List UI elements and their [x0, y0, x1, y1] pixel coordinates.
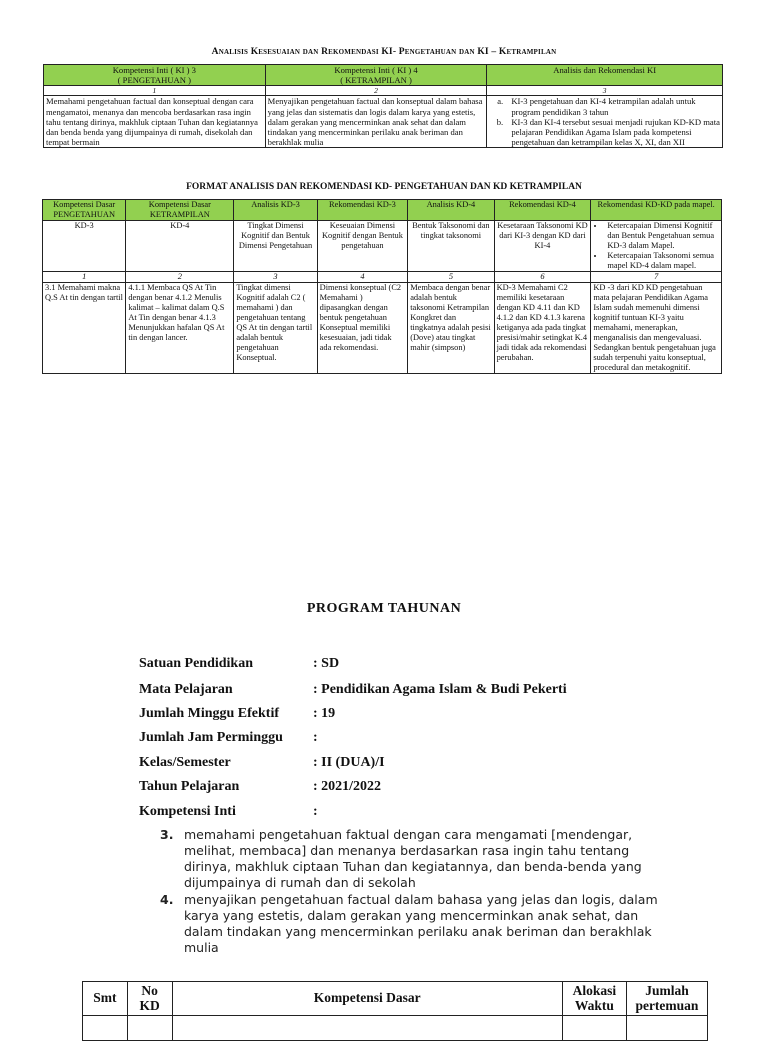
program-cell [562, 1016, 626, 1041]
kd-header: Rekomendasi KD-KD pada mapel. [591, 200, 722, 221]
info-label: Jumlah Jam Perminggu [139, 730, 283, 745]
program-cell [127, 1016, 172, 1041]
info-value: : [313, 804, 318, 819]
kd-cell: KD -3 dari KD KD pengetahuan mata pelajaran Pendidikan Agama Islam sudah memenuhi dimensi kognitif tuntuan KI-3 yaitu memahami, menerapkan, menganalisis dan mengevaluasi. Sedangkan bentuk pengetahuan juga sudah terpenuhi yaitu konseptual, procedural dan metakognitif. [591, 283, 722, 374]
kd-number-row [43, 272, 722, 283]
ki-item [160, 892, 680, 956]
column-number: 1 [43, 272, 126, 283]
ki3-header: Kompetensi Inti ( KI ) 3 ( PENGETAHUAN ) [44, 65, 266, 86]
kd-content-row [43, 283, 722, 374]
kd-subheader: KD-4 [126, 221, 234, 272]
kd-header: Analisis KD-4 [408, 200, 494, 221]
kd-subheader: Kesetaraan Taksonomi KD dari KI-3 dengan KD dari KI-4 [494, 221, 591, 272]
program-header: Smt [83, 982, 128, 1016]
kd-subheader-row [43, 221, 722, 272]
column-number: 3 [487, 86, 723, 96]
column-number: 5 [408, 272, 494, 283]
info-label: Kompetensi Inti [139, 804, 236, 819]
kd-cell: KD-3 Memahami C2 memiliki kesetaraan dengan KD 4.11 dan KD 4.1.2 dan KD 4.1.3 karena ketiganya ada pada tingkat presisi/mahir setingkat K.4 jadi tidak ada rekomendasi perubahan. [494, 283, 591, 374]
kd-header: Rekomendasi KD-4 [494, 200, 591, 221]
kd-subheader: KD-3 [43, 221, 126, 272]
column-number: 2 [265, 86, 487, 96]
ki-header-row [44, 65, 723, 86]
info-label: Kelas/Semester [139, 755, 231, 770]
program-cell [172, 1016, 562, 1041]
ki-text: menyajikan pengetahuan factual dalam bahasa yang jelas dan logis, dalam karya yang estetis, dalam gerakan yang mencerminkan anak sehat, dan dalam tindakan yang mencerminkan perilaku anak beriman dan berakhlak mulia [184, 892, 658, 955]
ki-content-row [44, 96, 723, 148]
program-header: Alokasi Waktu [562, 982, 626, 1016]
column-number: 4 [317, 272, 408, 283]
kd-header: Kompetensi Dasar PENGETAHUAN [43, 200, 126, 221]
kd-cell: 3.1 Memahami makna Q.S At tin dengan tartil [43, 283, 126, 374]
ki-number-row [44, 86, 723, 96]
info-value: : Pendidikan Agama Islam & Budi Pekerti [313, 682, 567, 697]
program-header: Jumlah pertemuan [626, 982, 707, 1016]
info-label: Satuan Pendidikan [139, 656, 253, 671]
ki-analysis-title: Analisis Kesesuaian dan Rekomendasi KI- Pengetahuan dan KI – Ketrampilan [211, 47, 557, 57]
program-header-row [83, 982, 708, 1016]
info-label: Tahun Pelajaran [139, 779, 240, 794]
ki-number: 3. [160, 827, 174, 842]
column-number: 7 [591, 272, 722, 283]
ki-analysis-table [43, 64, 723, 148]
kd-cell: Tingkat dimensi Kognitif adalah C2 ( memahami ) dan pengetahuan tentang QS At tin dengan tartil adalah bentuk pengetahuan Konseptual. [234, 283, 317, 374]
kd-header: Analisis KD-3 [234, 200, 317, 221]
analysis-item: b. KI-3 dan KI-4 tersebut sesuai menjadi rujukan KD-KD mata pelajaran Pendidikan Agama Islam pada kompetensi pengetahuan dan ketrampilan kelas X, XI, dan XII [505, 117, 720, 148]
ki-number: 4. [160, 892, 174, 907]
info-value: : II (DUA)/I [313, 755, 385, 770]
info-value: : [313, 730, 318, 745]
kd-header: Kompetensi Dasar KETRAMPILAN [126, 200, 234, 221]
kd-cell: Membaca dengan benar adalah bentuk taksonomi Ketrampilan Kongkret dan tingkatnya adalah pesisi (Dove) atau tingkat mahir (simpson) [408, 283, 494, 374]
kd-analysis-title: FORMAT ANALISIS DAN REKOMENDASI KD- PENGETAHUAN DAN KD KETRAMPILAN [186, 182, 582, 192]
ki3-text: Memahami pengetahuan factual dan konseptual dengan cara mengamatoi, menanya dan mencoba berdasarkan rasa ingin tahu tentang dirinya, makhluk ciptaan Tuhan dan kegiatannya dan benda benda yang dijumpainya di rumah, disekolah dan tempat bermain [44, 96, 266, 148]
info-value: : 2021/2022 [313, 779, 382, 794]
kd-header: Rekomendasi KD-3 [317, 200, 408, 221]
program-header: Kompetensi Dasar [172, 982, 562, 1016]
kd-cell: Dimensi konseptual (C2 Memahami ) dipasangkan dengan bentuk pengetahuan Konseptual memiliki kesesuaian, jadi tidak ada rekomendasi. [317, 283, 408, 374]
column-number: 6 [494, 272, 591, 283]
ki-list [160, 827, 680, 957]
column-number: 3 [234, 272, 317, 283]
kd-subheader: Tingkat Dimensi Kognitif dan Bentuk Dimensi Pengetahuan [234, 221, 317, 272]
kd-header-row [43, 200, 722, 221]
kd-cell: 4.1.1 Membaca QS At Tin dengan benar 4.1.2 Menulis kalimat – kalimat dalam Q.S At Tin dengan benar 4.1.3 Menunjukkan hafalan QS At tin dengan lancer. [126, 283, 234, 374]
ki4-text: Menyajikan pengetahuan factual dan konseptual dalam bahasa yang jelas dan sistematis dan logis dalam karya yang estetis, dalam gerakan yang mencerminkan anak sehat dan dalam tindakan yang mencerminkan perilaku anak beriman dan berakhlak mulia [265, 96, 487, 148]
program-header: No KD [127, 982, 172, 1016]
program-cell [83, 1016, 128, 1041]
ki-item [160, 827, 680, 891]
kd-subheader: Bentuk Taksonomi dan tingkat taksonomi [408, 221, 494, 272]
program-title: PROGRAM TAHUNAN [306, 601, 462, 616]
column-number: 2 [126, 272, 234, 283]
info-label: Mata Pelajaran [139, 682, 233, 697]
recommendation-bullet: • Ketercapaian Taksonomi semua mapel KD-4 dalam mapel. [605, 251, 719, 271]
ki4-header: Kompetensi Inti ( KI ) 4 ( KETRAMPILAN ) [265, 65, 487, 86]
kd-subheader: Keseuaian Dimensi Kognitif dengan Bentuk pengetahuan [317, 221, 408, 272]
program-cell [626, 1016, 707, 1041]
ki-text: memahami pengetahuan faktual dengan cara mengamati [mendengar, melihat, membaca] dan menanya berdasarkan rasa ingin tahu tentang dirinya, makhluk ciptaan Tuhan dan kegiatannya, dan benda-benda yang dijumpainya di rumah dan di sekolah [184, 827, 642, 890]
program-row [83, 1016, 708, 1041]
kd-analysis-table [42, 199, 722, 374]
recommendation-bullet: • Ketercapaian Dimensi Kognitif dan Bentuk Pengetahuan semua KD-3 dalam Mapel. [605, 221, 719, 251]
info-label: Jumlah Minggu Efektif [139, 706, 280, 721]
ki-analysis-cell [487, 96, 723, 148]
info-value: : 19 [313, 706, 336, 721]
ki-analysis-header: Analisis dan Rekomendasi KI [487, 65, 723, 86]
analysis-item: a. KI-3 pengetahuan dan KI-4 ketrampilan adalah untuk program pendidikan 3 tahun [505, 96, 720, 116]
info-value: : SD [313, 656, 340, 671]
kd-subheader [591, 221, 722, 272]
column-number: 1 [44, 86, 266, 96]
program-table [82, 981, 708, 1041]
